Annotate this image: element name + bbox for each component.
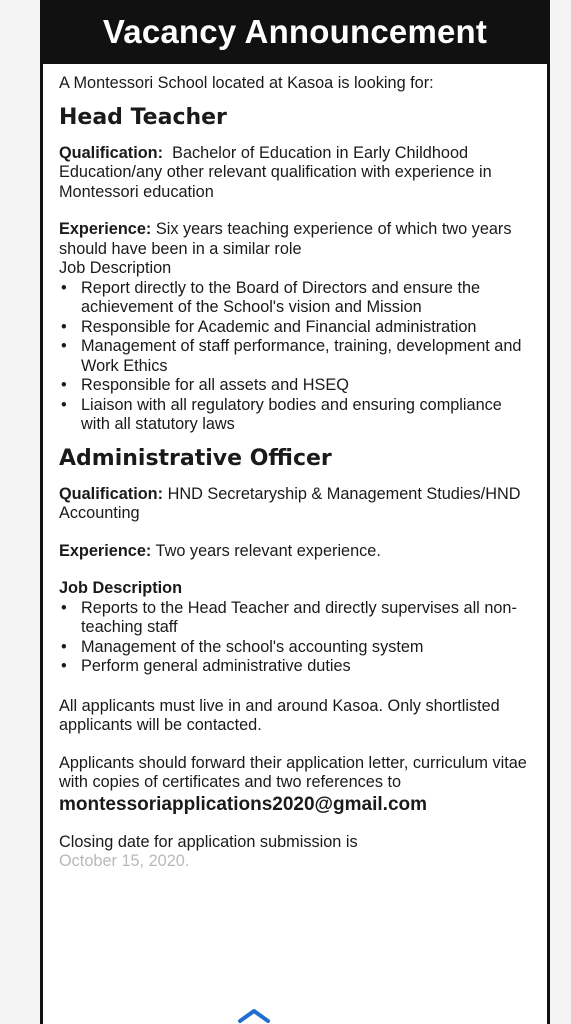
application-instructions: Applicants should forward their application letter, curriculum vitae with copies of certificates and two references to — [59, 753, 527, 791]
list-item: • Responsible for Academic and Financial administration — [59, 318, 535, 338]
closing-text: Closing date for application submission is — [59, 832, 358, 851]
advert-body — [43, 64, 547, 872]
experience-text: Six years teaching experience of which two years should have been in a similar role — [59, 220, 512, 258]
closing-date: October 15, 2020. — [59, 852, 190, 870]
chevron-up-icon[interactable] — [236, 1006, 272, 1024]
list-item: • Perform general administrative duties — [59, 657, 535, 677]
experience-text: Two years relevant experience. — [155, 541, 381, 560]
list-item: • Reports to the Head Teacher and directly supervises all non- teaching staff — [59, 599, 535, 638]
residency-note: All applicants must live in and around Kasoa. Only shortlisted applicants will be contacted. — [59, 696, 500, 734]
list-item: • Management of staff performance, training, development and Work Ethics — [59, 337, 535, 376]
admin-officer-qualification — [59, 485, 535, 524]
head-teacher-job-description-label: Job Description — [59, 259, 172, 277]
intro-text: A Montessori School located at Kasoa is looking for: — [59, 74, 434, 92]
application-email: montessoriapplications2020@gmail.com — [59, 793, 428, 815]
job-title-administrative-officer: Administrative Officer — [59, 445, 332, 471]
admin-officer-duties — [59, 599, 535, 677]
experience-label: Experience: — [59, 220, 152, 238]
page-title: Vacancy Announcement — [43, 0, 547, 64]
list-item: • Liaison with all regulatory bodies and ensuring compliance with all statutory laws — [59, 396, 535, 435]
qualification-text: Bachelor of Education in Early Childhood Education/any other relevant qualification with experience in Montessori education — [59, 143, 492, 201]
qualification-label: Qualification: — [59, 484, 164, 503]
list-item: • Responsible for all assets and HSEQ — [59, 376, 535, 396]
head-teacher-qualification — [59, 144, 535, 203]
admin-officer-job-description-label: Job Description — [59, 579, 183, 597]
head-teacher-duties — [59, 279, 535, 435]
list-item: • Report directly to the Board of Directors and ensure the achievement of the School's vision and Mission — [59, 279, 535, 318]
job-title-head-teacher: Head Teacher — [59, 104, 227, 130]
head-teacher-experience — [59, 220, 535, 259]
qualification-text: HND Secretaryship & Management Studies/HND Accounting — [59, 484, 521, 522]
experience-label: Experience: — [59, 541, 152, 560]
admin-officer-experience — [59, 542, 535, 562]
vacancy-advert — [40, 0, 550, 1024]
qualification-label: Qualification: — [59, 143, 164, 162]
list-item: • Management of the school's accounting system — [59, 638, 535, 658]
